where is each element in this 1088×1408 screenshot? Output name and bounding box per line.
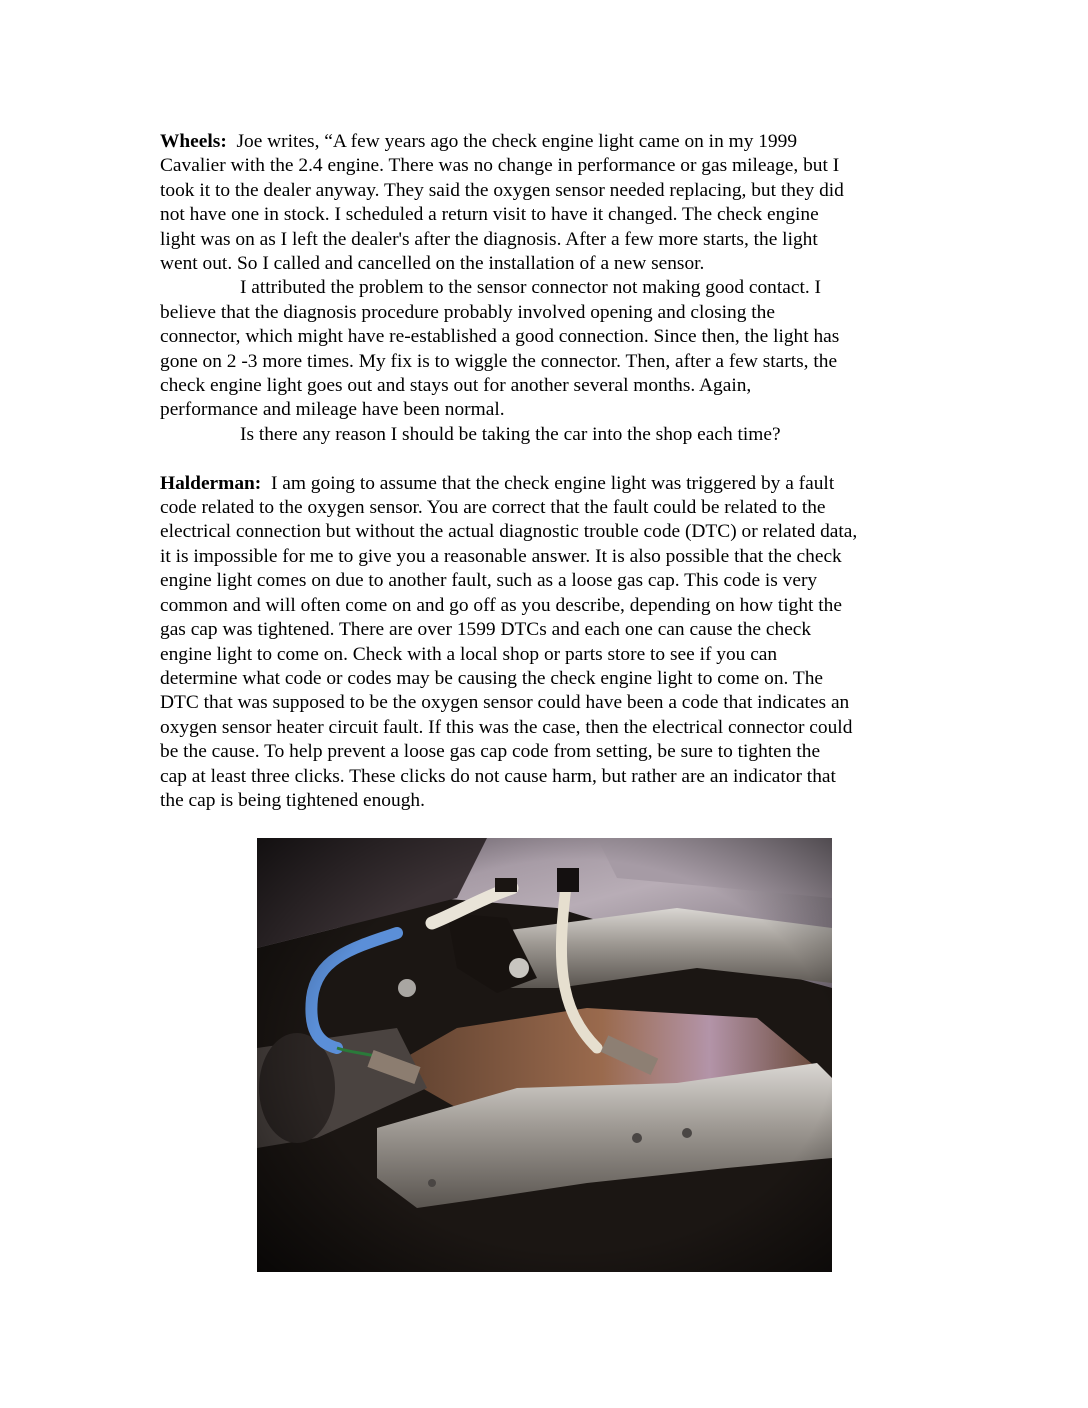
answer-line: it is impossible for me to give you a reasonable answer. It is also possible that the check [160,545,842,567]
article-text [160,130,940,813]
answer-line: I am going to assume that the check engine light was triggered by a fault [270,472,835,494]
question-line: gone on 2 -3 more times. My fix is to wiggle the connector. Then, after a few starts, the [160,350,838,372]
question-paragraph-1 [160,130,940,276]
question-line: I attributed the problem to the sensor connector not making good contact. I [240,277,822,299]
question-paragraph-2-cont [160,301,940,423]
answer-paragraph [160,472,940,814]
answer-line: determine what code or codes may be causing the check engine light to come on. The [160,667,824,689]
question-line: Cavalier with the 2.4 engine. There was no change in performance or gas mileage, but I [160,155,840,177]
answer-line: oxygen sensor heater circuit fault. If this was the case, then the electrical connector could [160,716,853,738]
question-paragraph-3 [160,423,940,447]
question-paragraph-2 [160,276,940,300]
question-line: Is there any reason I should be taking the car into the shop each time? [240,423,781,445]
answer-line: DTC that was supposed to be the oxygen sensor could have been a code that indicates an [160,692,850,714]
question-line: took it to the dealer anyway. They said the oxygen sensor needed replacing, but they did [160,179,844,201]
question-line: believe that the diagnosis procedure probably involved opening and closing the [160,301,775,323]
photo-illustration [257,838,832,1272]
question-line: check engine light goes out and stays out for another several months. Again, [160,375,752,397]
question-line: not have one in stock. I scheduled a return visit to have it changed. The check engine [160,204,819,226]
answer-line: engine light comes on due to another fault, such as a loose gas cap. This code is very [160,570,818,592]
paragraph-gap [160,447,940,471]
speaker-halderman: Halderman: [160,472,262,494]
speaker-wheels: Wheels: [160,131,227,152]
answer-line: cap at least three clicks. These clicks do not cause harm, but rather are an indicator that [160,765,836,787]
answer-line: be the cause. To help prevent a loose gas cap code from setting, be sure to tighten the [160,741,821,763]
question-line: Joe writes, “A few years ago the check engine light came on in my 1999 [236,131,798,152]
answer-line: the cap is being tightened enough. [160,789,425,811]
answer-line: electrical connection but without the actual diagnostic trouble code (DTC) or related data, [160,521,858,543]
question-line: went out. So I called and cancelled on the installation of a new sensor. [160,253,705,275]
question-line: connector, which might have re-established a good connection. Since then, the light has [160,326,840,348]
answer-line: common and will often come on and go off as you describe, depending on how tight the [160,594,842,616]
question-line: light was on as I left the dealer's after the diagnosis. After a few more starts, the light [160,228,818,250]
photo-vignette [257,838,832,1272]
answer-line: gas cap was tightened. There are over 1599 DTCs and each one can cause the check [160,619,812,641]
question-line: performance and mileage have been normal. [160,399,505,421]
oxygen-sensor-photo [257,838,832,1272]
answer-line: code related to the oxygen sensor. You are correct that the fault could be related to the [160,497,826,519]
answer-line: engine light to come on. Check with a local shop or parts store to see if you can [160,643,778,665]
